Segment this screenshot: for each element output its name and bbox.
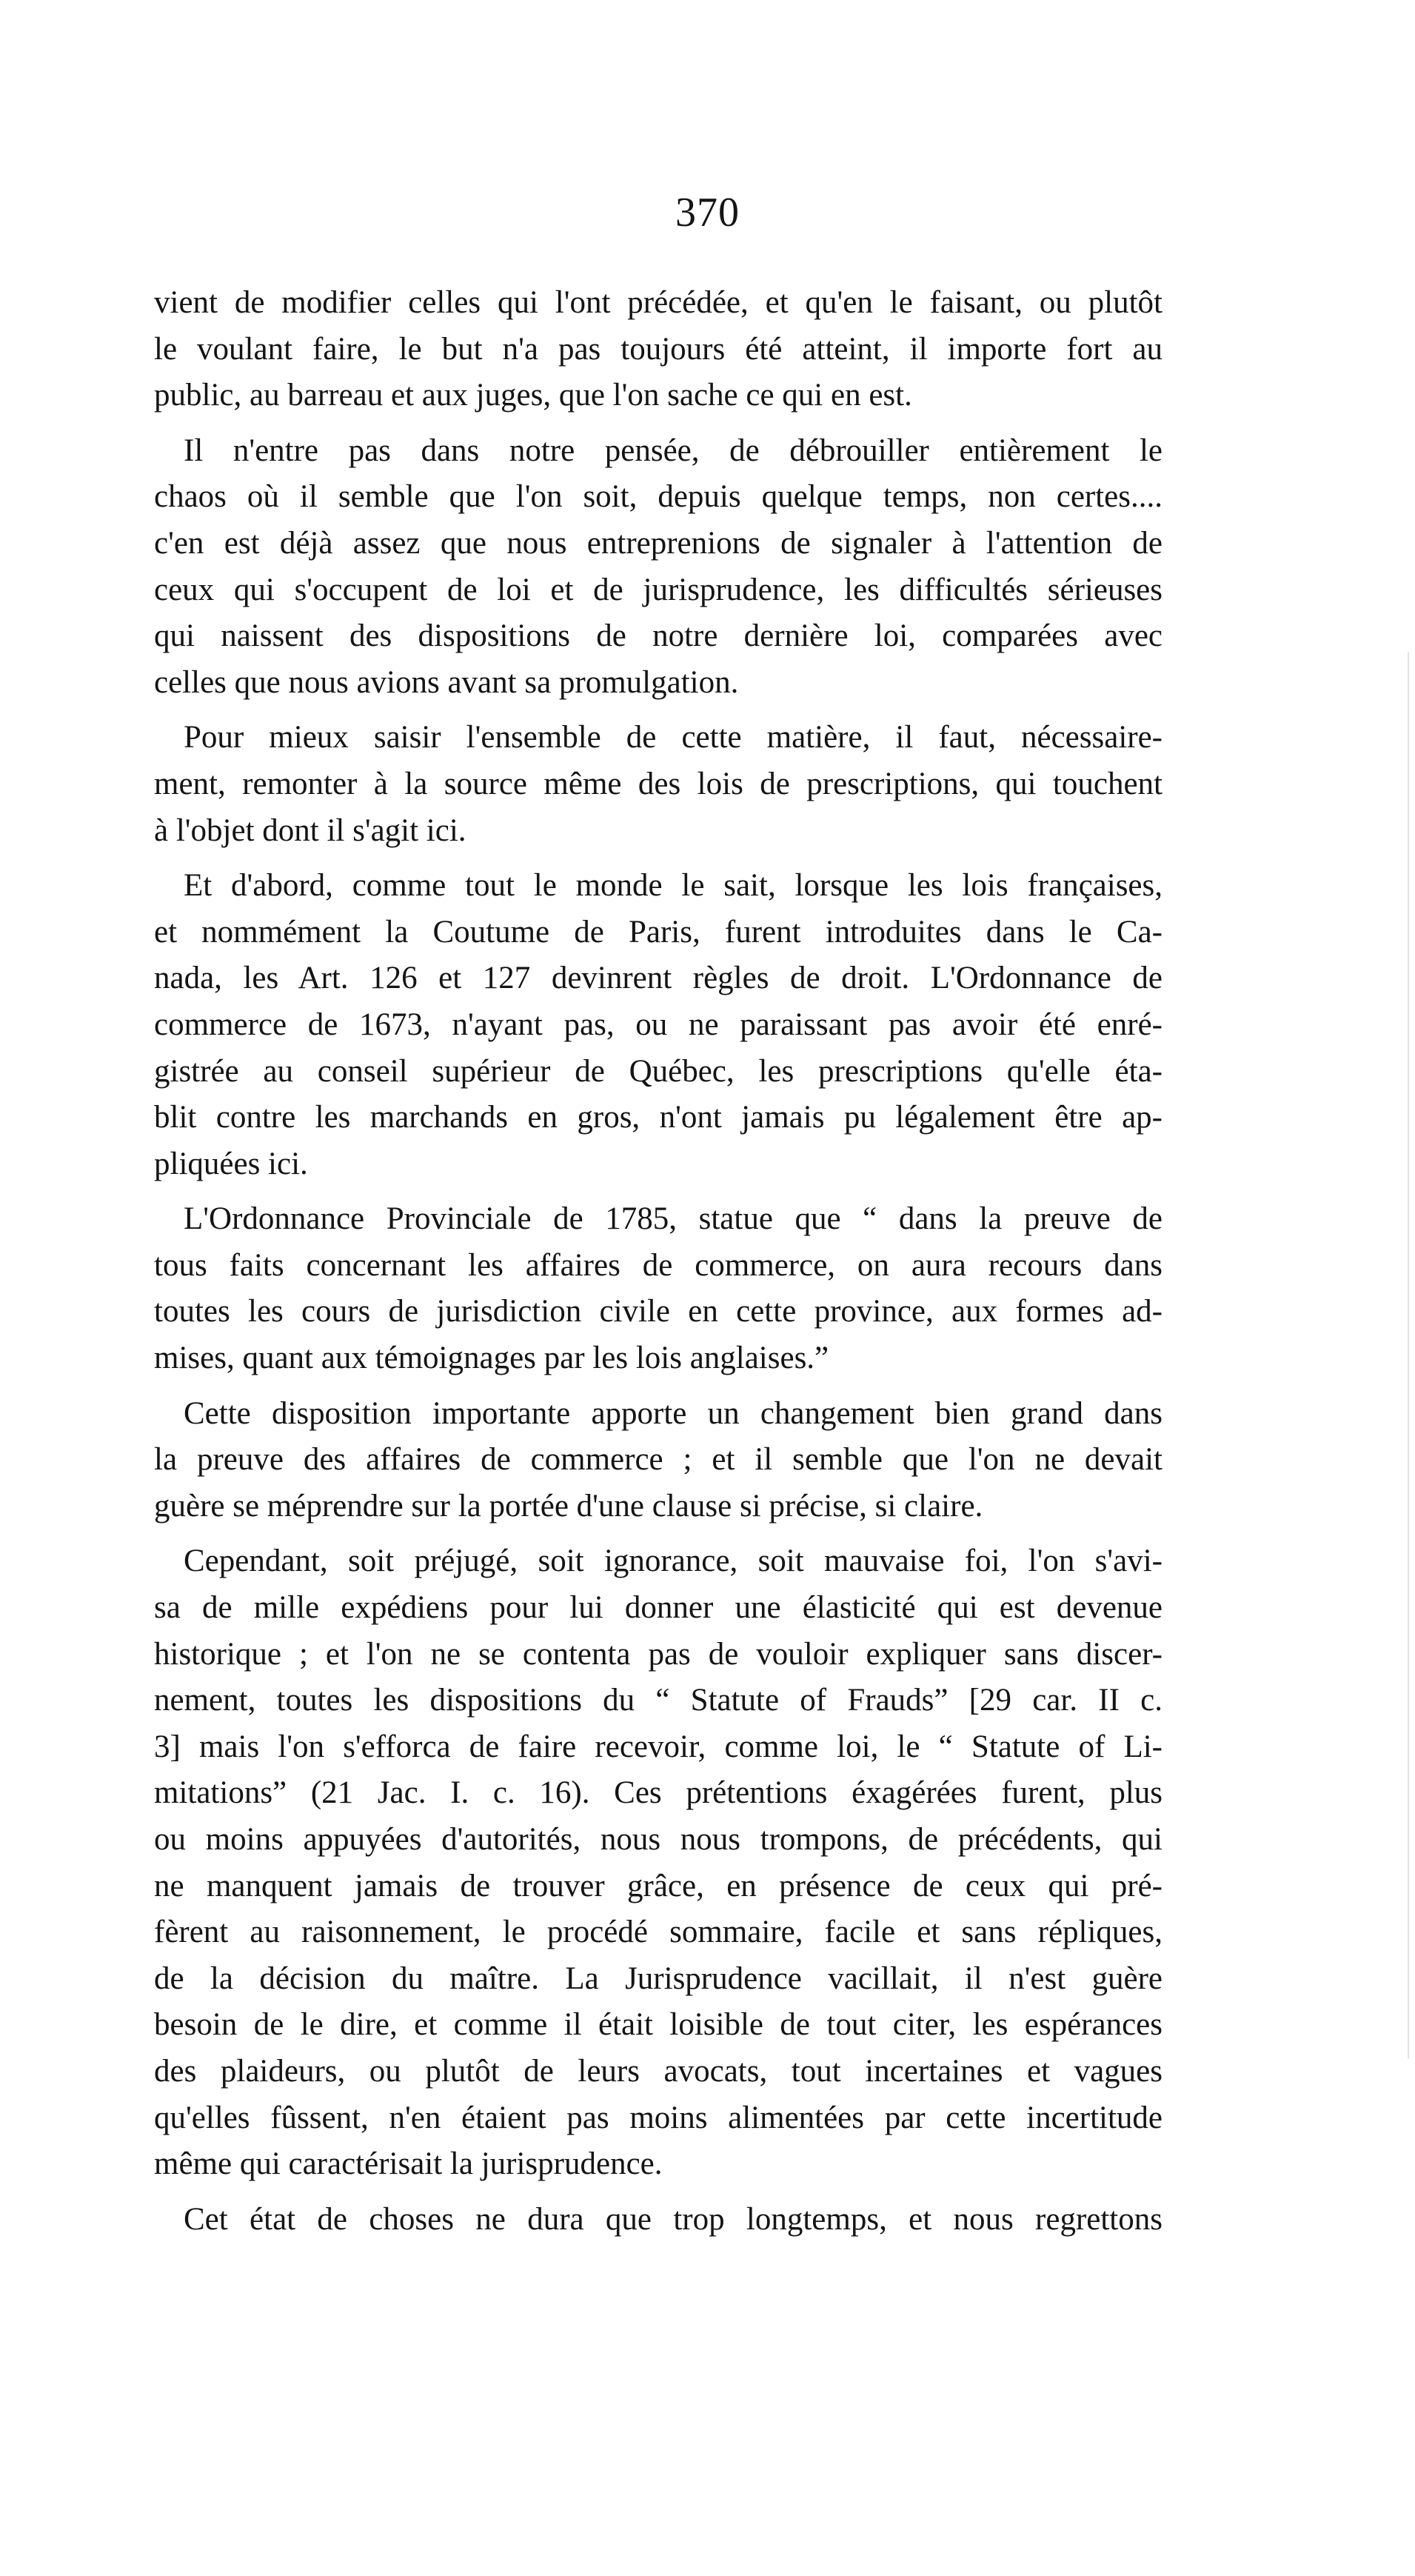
text-line: chaos où il semble que l'on soit, depuis quelque temps, non certes....: [154, 479, 1163, 515]
text-line: fèrent au raisonnement, le procédé sommaire, facile et sans répliques,: [154, 1915, 1163, 1950]
text-line: ceux qui s'occupent de loi et de jurisprudence, les difficultés sérieuses: [154, 572, 1163, 607]
paragraph-2: [154, 428, 1163, 707]
text-line: blit contre les marchands en gros, n'ont jamais pu légalement être ap-: [154, 1100, 1163, 1135]
paragraph-8: [154, 2197, 1163, 2243]
text-line: Et d'abord, comme tout le monde le sait, lorsque les lois françaises,: [184, 868, 1163, 904]
text-line: commerce de 1673, n'ayant pas, ou ne paraissant pas avoir été enré-: [154, 1007, 1163, 1042]
text-line: ou moins appuyées d'autorités, nous nous trompons, de précédents, qui: [154, 1822, 1163, 1857]
text-line: celles que nous avions avant sa promulgation.: [154, 664, 739, 700]
text-line: mitations” (21 Jac. I. c. 16). Ces prétentions éxagérées furent, plus: [154, 1775, 1163, 1811]
page-edge-line: [1408, 652, 1409, 2059]
text-line: vient de modifier celles qui l'ont précédée, et qu'en le faisant, ou plutôt: [154, 285, 1163, 320]
text-line: ment, remonter à la source même des lois de prescriptions, qui touchent: [154, 766, 1163, 801]
text-line: besoin de le dire, et comme il était loisible de tout citer, les espérances: [154, 2007, 1163, 2043]
paragraph-4: [154, 863, 1163, 1187]
text-line: nada, les Art. 126 et 127 devinrent règles de droit. L'Ordonnance de: [154, 961, 1163, 996]
text-line: public, au barreau et aux juges, que l'on sache ce qui en est.: [154, 378, 912, 413]
paragraph-1: [154, 280, 1163, 419]
text-line: qu'elles fûssent, n'en étaient pas moins alimentées par cette incertitude: [154, 2100, 1163, 2135]
text-line: L'Ordonnance Provinciale de 1785, statue que “ dans la preuve de: [184, 1201, 1163, 1237]
text-line: Pour mieux saisir l'ensemble de cette matière, il faut, nécessaire-: [184, 720, 1163, 755]
body-text: [154, 280, 1163, 2252]
text-line: guère se méprendre sur la portée d'une clause si précise, si claire.: [154, 1488, 983, 1524]
text-line: nement, toutes les dispositions du “ Statute of Frauds” [29 car. II c.: [154, 1683, 1163, 1718]
text-line: la preuve des affaires de commerce ; et il semble que l'on ne devait: [154, 1442, 1163, 1478]
text-line: Cette disposition importante apporte un changement bien grand dans: [184, 1395, 1163, 1431]
paragraph-5: [154, 1196, 1163, 1381]
text-line: tous faits concernant les affaires de commerce, on aura recours dans: [154, 1247, 1163, 1283]
text-line: à l'objet dont il s'agit ici.: [154, 812, 466, 848]
text-line: Il n'entre pas dans notre pensée, de débrouiller entièrement le: [184, 433, 1163, 468]
text-line: sa de mille expédiens pour lui donner une élasticité qui est devenue: [154, 1590, 1163, 1626]
paragraph-6: [154, 1391, 1163, 1530]
text-line: Cependant, soit préjugé, soit ignorance, soit mauvaise foi, l'on s'avi-: [184, 1544, 1163, 1579]
text-line: pliquées ici.: [154, 1146, 308, 1181]
text-line: 3] mais l'on s'efforca de faire recevoir, comme loi, le “ Statute of Li-: [154, 1729, 1163, 1764]
page-number: 370: [675, 190, 740, 236]
text-line: de la décision du maître. La Jurisprudence vacillait, il n'est guère: [154, 1961, 1163, 1996]
text-line: qui naissent des dispositions de notre dernière loi, comparées avec: [154, 618, 1163, 654]
text-line: historique ; et l'on ne se contenta pas de vouloir expliquer sans discer-: [154, 1636, 1163, 1672]
text-line: gistrée au conseil supérieur de Québec, les prescriptions qu'elle éta-: [154, 1053, 1163, 1089]
text-line: des plaideurs, ou plutôt de leurs avocats, tout incertaines et vagues: [154, 2053, 1163, 2089]
text-line: le voulant faire, le but n'a pas toujours été atteint, il importe fort au: [154, 331, 1163, 367]
paragraph-3: [154, 715, 1163, 854]
paragraph-7: [154, 1538, 1163, 2187]
text-line: Cet état de choses ne dura que trop longtemps, et nous regrettons: [184, 2201, 1163, 2237]
text-line: ne manquent jamais de trouver grâce, en présence de ceux qui pré-: [154, 1868, 1163, 1903]
text-line: c'en est déjà assez que nous entreprenions de signaler à l'attention de: [154, 525, 1163, 561]
text-line: même qui caractérisait la jurisprudence.: [154, 2146, 663, 2182]
text-line: mises, quant aux témoignages par les lois anglaises.”: [154, 1341, 829, 1376]
text-line: et nommément la Coutume de Paris, furent introduites dans le Ca-: [154, 914, 1163, 950]
text-line: toutes les cours de jurisdiction civile en cette province, aux formes ad-: [154, 1294, 1163, 1329]
